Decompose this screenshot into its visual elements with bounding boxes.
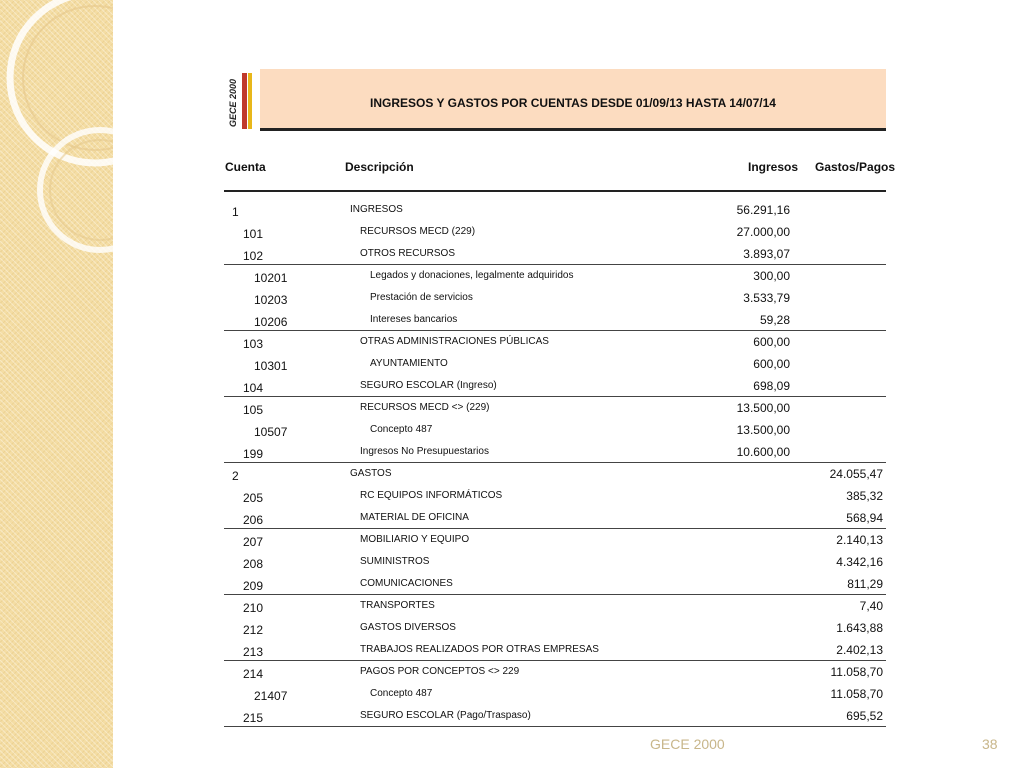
account-code: 21407 [254,689,288,703]
account-code: 214 [243,667,264,681]
table-row [224,331,886,353]
table-row [224,551,886,573]
account-code: 104 [243,381,264,395]
table-row [224,463,886,485]
account-description: Concepto 487 [370,688,433,699]
account-code: 10203 [254,293,288,307]
gece-logo-icon [224,69,260,131]
account-code: 105 [243,403,264,417]
account-description: AYUNTAMIENTO [370,358,448,369]
income-value: 300,00 [753,269,790,283]
table-row [224,441,886,463]
table-row [224,573,886,595]
decorative-sidebar [0,0,113,768]
expense-value: 811,29 [847,577,883,591]
table-row [224,243,886,265]
income-value: 698,09 [753,379,790,393]
expense-value: 2.140,13 [836,533,883,547]
income-value: 13.500,00 [736,423,790,437]
column-header-account: Cuenta [225,160,266,174]
table-row [224,507,886,529]
account-code: 209 [243,579,264,593]
slide-number: 38 [982,736,998,752]
account-description: SEGURO ESCOLAR (Pago/Traspaso) [360,710,531,721]
account-code: 210 [243,601,264,615]
income-value: 59,28 [759,313,790,327]
table-row [224,705,886,727]
account-description: SEGURO ESCOLAR (Ingreso) [360,380,497,391]
account-description: Intereses bancarios [370,314,458,325]
table-row [224,287,886,309]
account-description: RECURSOS MECD (229) [360,226,476,237]
account-description: Prestación de servicios [370,292,473,303]
account-description: GASTOS [350,468,392,479]
expense-value: 568,94 [846,511,883,525]
account-code: 212 [243,623,264,637]
account-description: Ingresos No Presupuestarios [360,446,489,457]
account-description: OTROS RECURSOS [360,248,456,259]
table-row [224,661,886,683]
account-code: 10507 [254,425,288,439]
account-description: COMUNICACIONES [360,578,453,589]
account-description: RC EQUIPOS INFORMÁTICOS [360,490,503,501]
account-code: 2 [232,469,239,483]
account-code: 101 [243,227,264,241]
account-description: MOBILIARIO Y EQUIPO [360,534,470,545]
expense-value: 2.402,13 [836,643,883,657]
account-code: 208 [243,557,264,571]
column-header-description: Descripción [345,160,414,174]
report-header [224,69,886,131]
account-code: 199 [243,447,264,461]
account-description: GASTOS DIVERSOS [360,622,456,633]
account-description: PAGOS POR CONCEPTOS <> 229 [360,666,520,677]
table-row [224,683,886,705]
account-description: OTRAS ADMINISTRACIONES PÚBLICAS [360,336,549,347]
account-description: TRANSPORTES [360,600,435,611]
account-code: 213 [243,645,264,659]
logo-text: GECE 2000 [228,78,238,127]
expense-value: 385,32 [846,489,883,503]
table-row [224,199,886,221]
expense-value: 1.643,88 [836,621,883,635]
title-band [260,69,886,131]
income-value: 56.291,16 [736,203,790,217]
account-description: MATERIAL DE OFICINA [360,512,469,523]
account-code: 10201 [254,271,288,285]
expense-value: 7,40 [859,599,883,613]
table-row [224,419,886,441]
income-value: 13.500,00 [736,401,790,415]
account-code: 10301 [254,359,288,373]
slide-footer: GECE 2000 [650,736,725,752]
account-description: TRABAJOS REALIZADOS POR OTRAS EMPRESAS [360,644,599,655]
account-table [224,199,886,727]
table-row [224,397,886,419]
report-title: INGRESOS Y GASTOS POR CUENTAS DESDE 01/09/13 HASTA 14/07/14 [370,96,776,110]
account-description: SUMINISTROS [360,556,430,567]
table-row [224,221,886,243]
expense-value: 695,52 [846,709,883,723]
account-code: 103 [243,337,264,351]
table-row [224,485,886,507]
account-code: 1 [232,205,239,219]
table-row [224,309,886,331]
income-value: 10.600,00 [736,445,790,459]
expense-value: 11.058,70 [830,687,883,701]
account-description: RECURSOS MECD <> (229) [360,402,490,413]
table-row [224,595,886,617]
sidebar-circles-decoration [0,0,113,768]
expense-value: 4.342,16 [836,555,883,569]
income-value: 600,00 [753,357,790,371]
income-value: 600,00 [753,335,790,349]
table-row [224,375,886,397]
income-value: 3.893,07 [743,247,790,261]
expense-value: 11.058,70 [830,665,883,679]
account-code: 10206 [254,315,288,329]
table-row [224,265,886,287]
header-rule [224,190,886,192]
expense-value: 24.055,47 [829,467,883,481]
column-header-income: Ingresos [748,160,799,174]
account-code: 207 [243,535,264,549]
account-description: INGRESOS [350,204,403,215]
account-code: 205 [243,491,264,505]
account-description: Concepto 487 [370,424,433,435]
income-value: 3.533,79 [743,291,790,305]
account-code: 102 [243,249,264,263]
table-row [224,617,886,639]
table-row [224,353,886,375]
account-code: 215 [243,711,264,725]
table-row [224,529,886,551]
account-description: Legados y donaciones, legalmente adquiridos [370,270,574,281]
column-header-expenses: Gastos/Pagos [815,160,896,174]
account-code: 206 [243,513,264,527]
income-value: 27.000,00 [736,225,790,239]
table-row [224,639,886,661]
